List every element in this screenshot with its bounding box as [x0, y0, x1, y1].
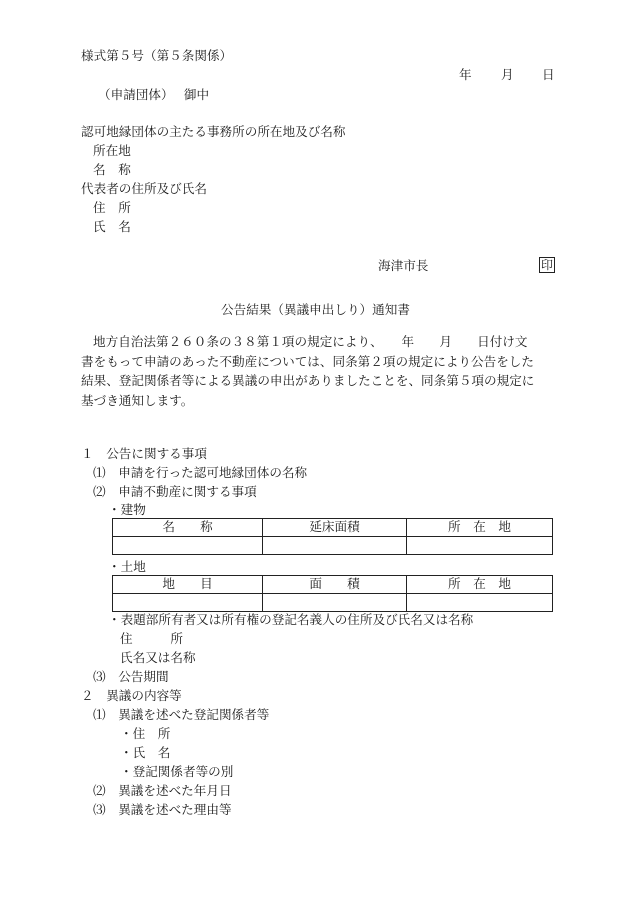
body-line: 地方自治法第２６０条の３８第１項の規定により、 年 月 日付け文 — [93, 334, 528, 349]
body-line: 結果、登記関係者等による異議の申出がありましたことを、同条第５項の規定に — [81, 373, 535, 388]
rep-address-label: 住 所 — [93, 200, 131, 215]
table-cell — [407, 537, 553, 555]
land-label: ・土地 — [108, 559, 146, 574]
building-label: ・建物 — [108, 502, 146, 517]
land-header-location: 所 在 地 — [407, 576, 553, 594]
section1-heading: １ 公告に関する事項 — [81, 446, 207, 461]
owner-address-label: 住 所 — [120, 631, 183, 646]
date-day-label: 日 — [542, 67, 555, 82]
owner-label: ・表題部所有者又は所有権の登記名義人の住所及び氏名又は名称 — [108, 612, 474, 627]
building-header-floor-area: 延床面積 — [263, 519, 407, 537]
section1-item2: ⑵ 申請不動産に関する事項 — [93, 484, 257, 499]
objector-type-label: ・登記関係者等の別 — [120, 764, 234, 779]
table-cell — [113, 594, 263, 612]
seal-mark: 印 — [541, 258, 554, 272]
land-header-area: 面 積 — [263, 576, 407, 594]
body-line: 基づき通知します。 — [81, 392, 194, 408]
date-year-label: 年 — [459, 67, 472, 82]
owner-name-label: 氏名又は名称 — [120, 650, 196, 665]
land-table — [112, 575, 553, 612]
body-paragraph — [81, 332, 571, 410]
table-row — [113, 594, 553, 612]
objector-address-label: ・住 所 — [120, 726, 171, 741]
building-table — [112, 518, 553, 555]
document-title: 公告結果（異議申出しり）通知書 — [221, 302, 410, 317]
table-cell — [113, 537, 263, 555]
rep-name-label: 氏 名 — [93, 219, 131, 234]
mayor-title: 海津市長 — [378, 258, 429, 273]
location-label: 所在地 — [93, 143, 131, 158]
objector-name-label: ・氏 名 — [120, 745, 171, 760]
body-line: 書をもって申請のあった不動産については、同条第２項の規定により公告をした — [81, 353, 534, 369]
table-cell — [407, 594, 553, 612]
section2-heading: ２ 異議の内容等 — [81, 688, 182, 703]
section2-item1: ⑴ 異議を述べた登記関係者等 — [93, 707, 270, 722]
table-row — [113, 537, 553, 555]
rep-heading: 代表者の住所及び氏名 — [81, 181, 207, 196]
date-month-label: 月 — [501, 67, 514, 82]
section2-item2: ⑵ 異議を述べた年月日 — [93, 783, 232, 798]
table-row — [113, 576, 553, 594]
building-header-name: 名 称 — [113, 519, 263, 537]
addressee: （申請団体） 御中 — [98, 87, 210, 102]
table-cell — [263, 594, 407, 612]
name-label: 名 称 — [93, 162, 131, 177]
building-header-location: 所 在 地 — [407, 519, 553, 537]
table-row — [113, 519, 553, 537]
section2-item3: ⑶ 異議を述べた理由等 — [93, 802, 232, 817]
org-heading: 認可地縁団体の主たる事務所の所在地及び名称 — [81, 124, 346, 139]
section1-item1: ⑴ 申請を行った認可地縁団体の名称 — [93, 465, 308, 480]
table-cell — [263, 537, 407, 555]
section1-item3: ⑶ 公告期間 — [93, 669, 169, 684]
form-number: 様式第５号（第５条関係） — [81, 48, 233, 63]
land-header-category: 地 目 — [113, 576, 263, 594]
